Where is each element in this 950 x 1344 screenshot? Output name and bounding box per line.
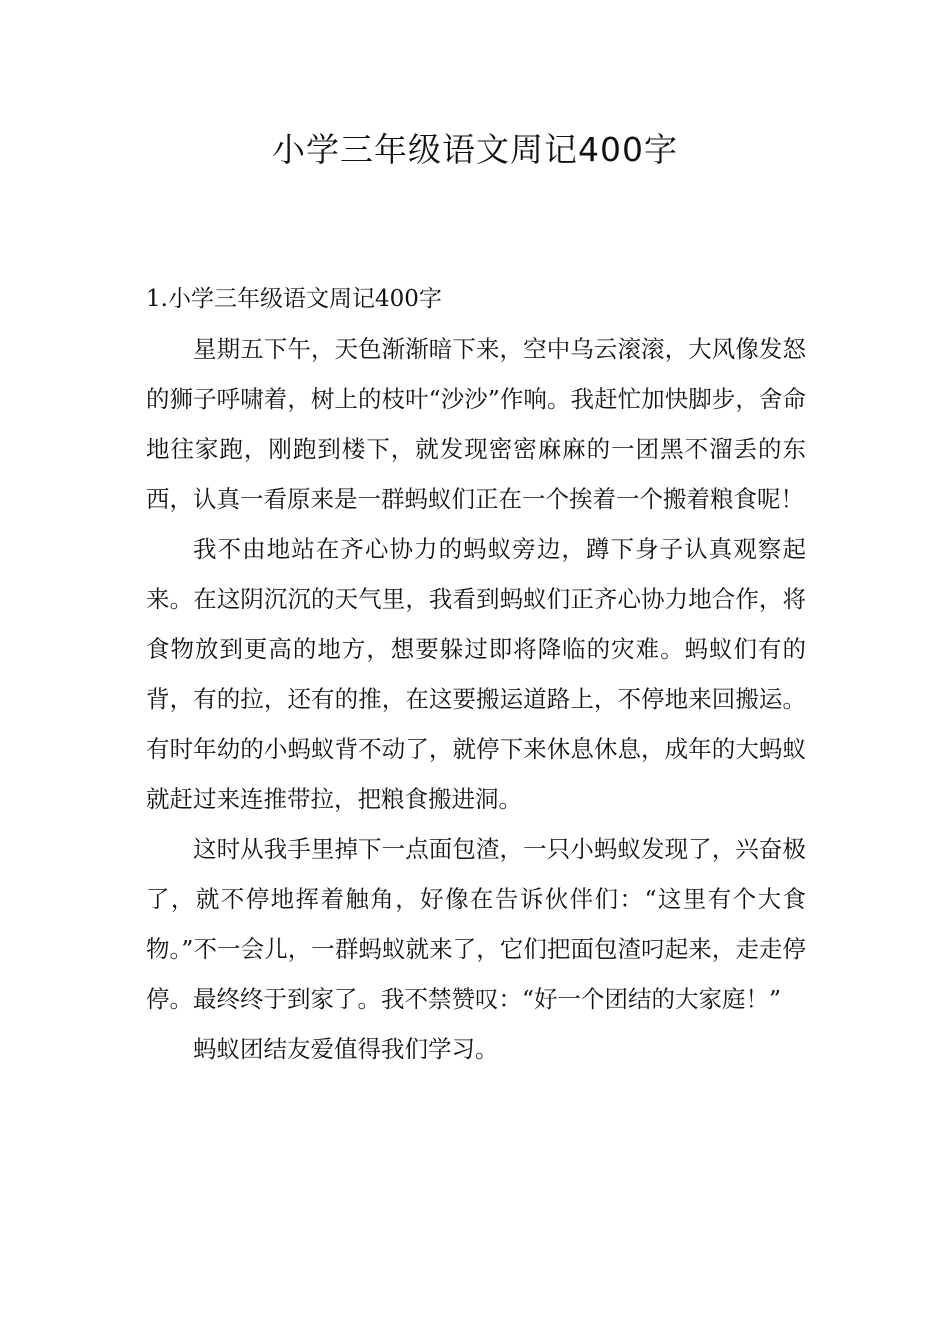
section-heading: 1.小学三年级语文周记400字 bbox=[146, 286, 442, 312]
paragraph-2: 我不由地站在齐心协力的蚂蚁旁边，蹲下身子认真观察起来。在这阴沉沉的天气里，我看到蚂蚁们正齐心协力地合作，将食物放到更高的地方，想要躲过即将降临的灾难。蚂蚁们有的背，有的拉，还有的推，在这要搬运道路上，不停地来回搬运。有时年幼的小蚂蚁背不动了，就停下来休息休息，成年的大蚂蚁就赶过来连推带拉，把粮食搬进洞。 bbox=[146, 535, 806, 813]
document-body bbox=[146, 280, 806, 1074]
paragraph-1: 星期五下午，天色渐渐暗下来，空中乌云滚滚，大风像发怒的狮子呼啸着，树上的枝叶“沙沙”作响。我赶忙加快脚步，舍命地往家跑，刚跑到楼下，就发现密密麻麻的一团黑不溜丢的东西，认真一看原来是一群蚂蚁们正在一个挨着一个搬着粮食呢！ bbox=[146, 335, 806, 513]
paragraph-3: 这时从我手里掉下一点面包渣，一只小蚂蚁发现了，兴奋极了，就不停地挥着触角，好像在告诉伙伴们：“这里有个大食物。”不一会儿，一群蚂蚁就来了，它们把面包渣叼起来，走走停停。最终终于到家了。我不禁赞叹：“好一个团结的大家庭！” bbox=[146, 835, 806, 1013]
document-title: 小学三年级语文周记400字 bbox=[272, 130, 678, 169]
paragraph-4: 蚂蚁团结友爱值得我们学习。 bbox=[193, 1035, 499, 1063]
